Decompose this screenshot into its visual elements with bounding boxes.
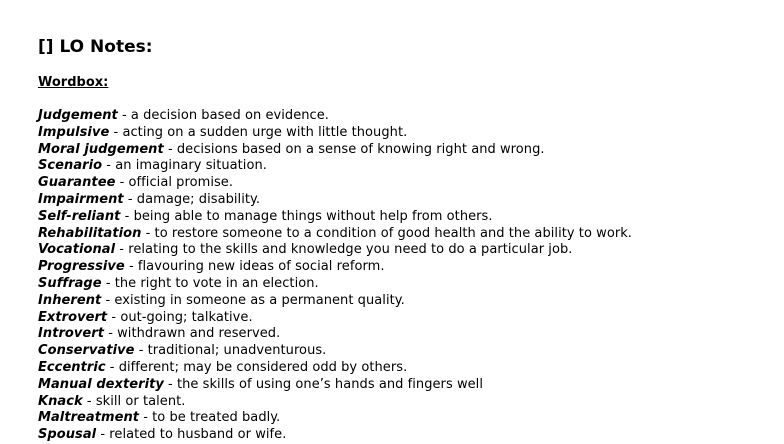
wordbox-entry (38, 377, 778, 394)
wordbox-entry (38, 226, 778, 243)
wordbox-entry (38, 125, 778, 142)
wordbox-entry (38, 108, 778, 125)
wordbox-separator: - (124, 259, 138, 275)
wordbox-term: Progressive (38, 259, 125, 275)
wordbox-term: Manual dexterity (38, 376, 164, 392)
wordbox-definition: a decision based on evidence. (130, 108, 329, 123)
wordbox-definition: existing in someone as a permanent quality. (114, 292, 405, 308)
wordbox-term: Introvert (38, 326, 105, 342)
wordbox-definition: to restore someone to a condition of good health and the ability to work. (154, 225, 632, 241)
wordbox-definition: an imaginary situation. (115, 158, 267, 174)
wordbox-entry (38, 326, 778, 343)
wordbox-separator: - (139, 410, 153, 426)
wordbox-separator: - (115, 175, 129, 191)
wordbox-term: Scenario (38, 158, 103, 174)
wordbox-definition: different; may be considered odd by others. (118, 359, 408, 375)
wordbox-term: Eccentric (38, 359, 106, 375)
wordbox-separator: - (109, 124, 123, 140)
wordbox-entry (38, 192, 778, 209)
page-title: [] LO Notes: (38, 37, 153, 57)
wordbox-definition: being able to manage things without help from others. (133, 208, 493, 224)
wordbox-term: Moral judgement (38, 141, 164, 157)
wordbox-separator: - (104, 326, 118, 342)
wordbox-term: Rehabilitation (38, 225, 142, 241)
wordbox-separator: - (120, 208, 134, 224)
wordbox-separator: - (163, 376, 177, 392)
wordbox-entry (38, 427, 778, 444)
wordbox-separator: - (141, 225, 155, 241)
wordbox-term: Vocational (38, 242, 116, 258)
wordbox-separator: - (115, 242, 129, 258)
wordbox-term: Extrovert (38, 309, 108, 325)
wordbox-entry (38, 343, 778, 360)
wordbox-entry (38, 310, 778, 327)
wordbox-entry (38, 360, 778, 377)
wordbox-definition: related to husband or wife. (109, 427, 287, 443)
wordbox-entry (38, 293, 778, 310)
wordbox-term: Impairment (38, 191, 124, 207)
wordbox-definition: flavouring new ideas of social reform. (137, 259, 385, 275)
wordbox-entry (38, 242, 778, 259)
wordbox-entry (38, 276, 778, 293)
wordbox-entry (38, 175, 778, 192)
wordbox-separator: - (96, 427, 110, 443)
wordbox-separator: - (107, 309, 121, 325)
wordbox-separator: - (102, 158, 116, 174)
wordbox-entry (38, 259, 778, 276)
wordbox-separator: - (101, 275, 115, 291)
wordbox-definition: relating to the skills and knowledge you need to do a particular job. (128, 242, 573, 258)
wordbox-term: Judgement (38, 108, 118, 123)
wordbox-separator: - (123, 191, 137, 207)
wordbox-term: Conservative (38, 343, 135, 359)
wordbox-definition: damage; disability. (136, 191, 261, 207)
wordbox-definition: skill or talent. (95, 393, 186, 409)
wordbox-definition: decisions based on a sense of knowing right and wrong. (176, 141, 545, 157)
wordbox-separator: - (134, 343, 148, 359)
wordbox-term: Guarantee (38, 175, 116, 191)
wordbox-definition: out-going; talkative. (120, 309, 253, 325)
wordbox-term: Suffrage (38, 275, 102, 291)
wordbox-entry (38, 394, 778, 411)
wordbox-term: Maltreatment (38, 410, 140, 426)
wordbox-definition: withdrawn and reserved. (117, 326, 281, 342)
wordbox-term: Spousal (38, 427, 97, 443)
wordbox-separator: - (163, 141, 177, 157)
wordbox-definition: the skills of using one’s hands and fingers well (176, 376, 484, 392)
wordbox-term: Inherent (38, 292, 102, 308)
wordbox-definition: traditional; unadventurous. (147, 343, 327, 359)
wordbox-separator: - (82, 393, 96, 409)
wordbox-definition: acting on a sudden urge with little thought. (122, 124, 408, 140)
wordbox-definition: official promise. (128, 175, 234, 191)
wordbox-separator: - (105, 359, 119, 375)
wordbox-separator: - (117, 108, 131, 123)
wordbox-entry (38, 158, 778, 175)
wordbox-term: Self-reliant (38, 208, 121, 224)
wordbox-entry (38, 142, 778, 159)
document-page (38, 36, 778, 444)
wordbox-term: Impulsive (38, 124, 110, 140)
wordbox-list (38, 108, 778, 444)
wordbox-entry (38, 209, 778, 226)
wordbox-separator: - (101, 292, 115, 308)
wordbox-term: Knack (38, 393, 83, 409)
wordbox-heading: Wordbox: (38, 75, 109, 90)
wordbox-definition: to be treated badly. (152, 410, 281, 426)
wordbox-entry (38, 410, 778, 427)
wordbox-definition: the right to vote in an election. (114, 275, 319, 291)
